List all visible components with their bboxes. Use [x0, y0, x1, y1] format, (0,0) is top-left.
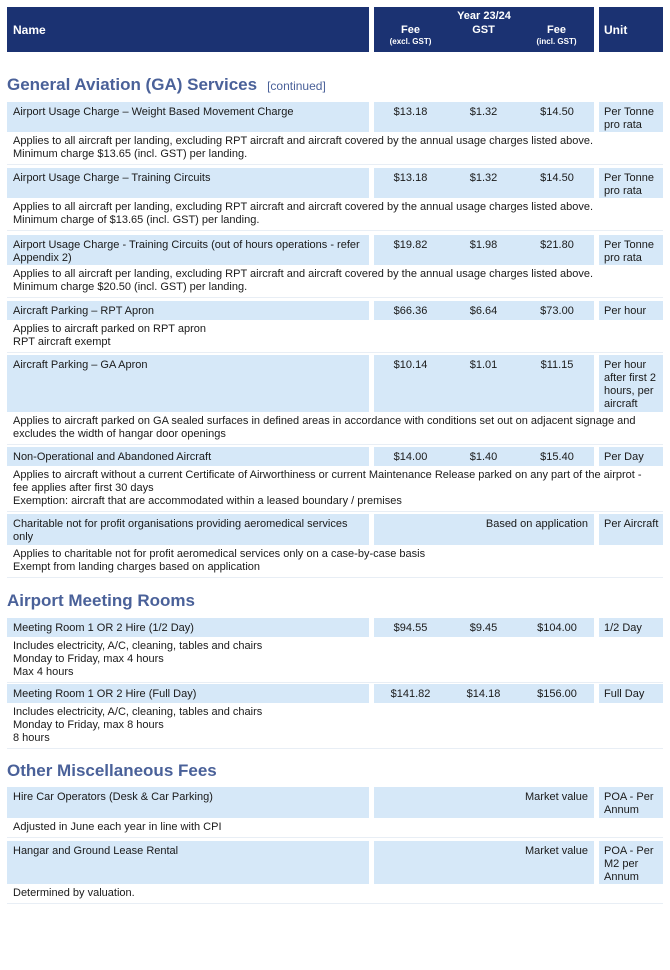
fee-description: Adjusted in June each year in line with CPI [7, 818, 663, 838]
fee-gst: $1.32 [469, 172, 498, 184]
fee-name: Meeting Room 1 OR 2 Hire (1/2 Day) [7, 618, 369, 637]
fee-description: Applies to aircraft without a current Certificate of Airworthiness or current Maintenance Release parked on any part of the airprot - fee applies after first 30 days Exemption: aircraft that are accommodated within a leased boundary / premises [7, 466, 663, 512]
fee-incl-gst: $14.50 [540, 106, 574, 118]
fee-description: Determined by valuation. [7, 884, 663, 904]
fee-excl-gst: $19.82 [393, 239, 428, 251]
fee-excl-gst: $13.18 [393, 172, 428, 184]
fee-unit: 1/2 Day [599, 618, 663, 637]
fee-row [0, 235, 670, 265]
fee-description: Applies to all aircraft per landing, excluding RPT aircraft and aircraft covered by the annual usage charges listed above. Minimum charge $13.65 (incl. GST) per landing. [7, 132, 663, 165]
fee-name: Aircraft Parking – RPT Apron [7, 301, 369, 320]
fee-incl-gst: $156.00 [537, 688, 577, 700]
fee-incl-gst: $104.00 [537, 622, 577, 634]
fee-name: Hire Car Operators (Desk & Car Parking) [7, 787, 369, 818]
fee-market-value: Market value [374, 841, 594, 884]
fee-based-on-application: Based on application [374, 514, 594, 545]
fee-description: Applies to aircraft parked on RPT apron RPT aircraft exempt [7, 320, 663, 353]
column-header-gst: GST [472, 24, 495, 36]
column-header-fee-excl: Fee (excl. GST) [389, 24, 432, 46]
fee-incl-gst: $21.80 [540, 239, 574, 251]
fee-unit: Per Tonne pro rata [599, 235, 663, 265]
section-title-misc-fees: Other Miscellaneous Fees [7, 761, 217, 780]
fee-gst: $6.64 [469, 305, 498, 317]
fee-excl-gst: $10.14 [393, 359, 428, 371]
fee-unit: Per Aircraft [599, 514, 663, 545]
fee-unit: Per hour after first 2 hours, per aircraft [599, 355, 663, 412]
fee-excl-gst: $13.18 [393, 106, 428, 118]
fee-row [0, 102, 670, 132]
fee-name: Airport Usage Charge – Training Circuits [7, 168, 369, 198]
fee-row [0, 447, 670, 466]
fee-excl-gst: $14.00 [393, 451, 428, 463]
section-title-meeting-rooms: Airport Meeting Rooms [7, 591, 195, 610]
fee-row [0, 514, 670, 545]
fee-description: Applies to all aircraft per landing, excluding RPT aircraft and aircraft covered by the annual usage charges listed above. Minimum charge $20.50 (incl. GST) per landing. [7, 265, 663, 298]
fee-excl-gst: $141.82 [390, 688, 431, 700]
fee-row [0, 301, 670, 320]
fee-name: Charitable not for profit organisations providing aeromedical services only [7, 514, 369, 545]
fee-incl-gst: $73.00 [540, 305, 574, 317]
fee-description: Includes electricity, A/C, cleaning, tables and chairs Monday to Friday, max 8 hours 8 hours [7, 703, 663, 749]
fee-unit: POA - Per M2 per Annum [599, 841, 663, 884]
fee-gst: $1.01 [469, 359, 498, 371]
fee-description: Applies to charitable not for profit aeromedical services only on a case-by-case basis Exempt from landing charges based on application [7, 545, 663, 578]
fee-row [0, 618, 670, 637]
fee-unit: POA - Per Annum [599, 787, 663, 818]
fee-row [0, 787, 670, 818]
fee-description: Applies to aircraft parked on GA sealed surfaces in defined areas in accordance with conditions set out on adjacent signage and excludes the width of hangar door openings [7, 412, 663, 445]
fee-name: Hangar and Ground Lease Rental [7, 841, 369, 884]
fee-row [0, 355, 670, 412]
fee-incl-gst: $11.15 [540, 359, 574, 371]
fee-incl-gst: $15.40 [540, 451, 574, 463]
fee-gst: $9.45 [469, 622, 498, 634]
fee-excl-gst: $66.36 [393, 305, 428, 317]
fee-description: Applies to all aircraft per landing, excluding RPT aircraft and aircraft covered by the annual usage charges listed above. Minimum charge of $13.65 (incl. GST) per landing. [7, 198, 663, 231]
fee-row [0, 841, 670, 884]
column-header-year [374, 7, 594, 52]
fee-market-value: Market value [374, 787, 594, 818]
fee-gst: $1.40 [469, 451, 498, 463]
fee-excl-gst: $94.55 [393, 622, 428, 634]
fee-unit: Per Tonne pro rata [599, 168, 663, 198]
fee-description: Includes electricity, A/C, cleaning, tables and chairs Monday to Friday, max 4 hours Max 4 hours [7, 637, 663, 683]
fee-row [0, 168, 670, 198]
fee-unit: Per Day [599, 447, 663, 466]
fee-name: Non-Operational and Abandoned Aircraft [7, 447, 369, 466]
column-header-fee-incl: Fee (incl. GST) [536, 24, 577, 46]
fee-gst: $1.98 [469, 239, 498, 251]
fee-name: Aircraft Parking – GA Apron [7, 355, 369, 412]
fee-gst: $14.18 [466, 688, 501, 700]
fee-gst: $1.32 [469, 106, 498, 118]
year-label: Year 23/24 [457, 10, 511, 22]
fee-row [0, 684, 670, 703]
fee-incl-gst: $14.50 [540, 172, 574, 184]
column-header-unit: Unit [599, 7, 663, 52]
fee-unit: Per hour [599, 301, 663, 320]
fee-name: Airport Usage Charge – Weight Based Movement Charge [7, 102, 369, 132]
fee-name: Meeting Room 1 OR 2 Hire (Full Day) [7, 684, 369, 703]
column-header-name: Name [7, 7, 369, 52]
section-title-ga: General Aviation (GA) Services [continued] [7, 75, 326, 94]
fee-unit: Full Day [599, 684, 663, 703]
fee-name: Airport Usage Charge - Training Circuits (out of hours operations - refer Appendix 2) [7, 235, 369, 265]
fee-unit: Per Tonne pro rata [599, 102, 663, 132]
